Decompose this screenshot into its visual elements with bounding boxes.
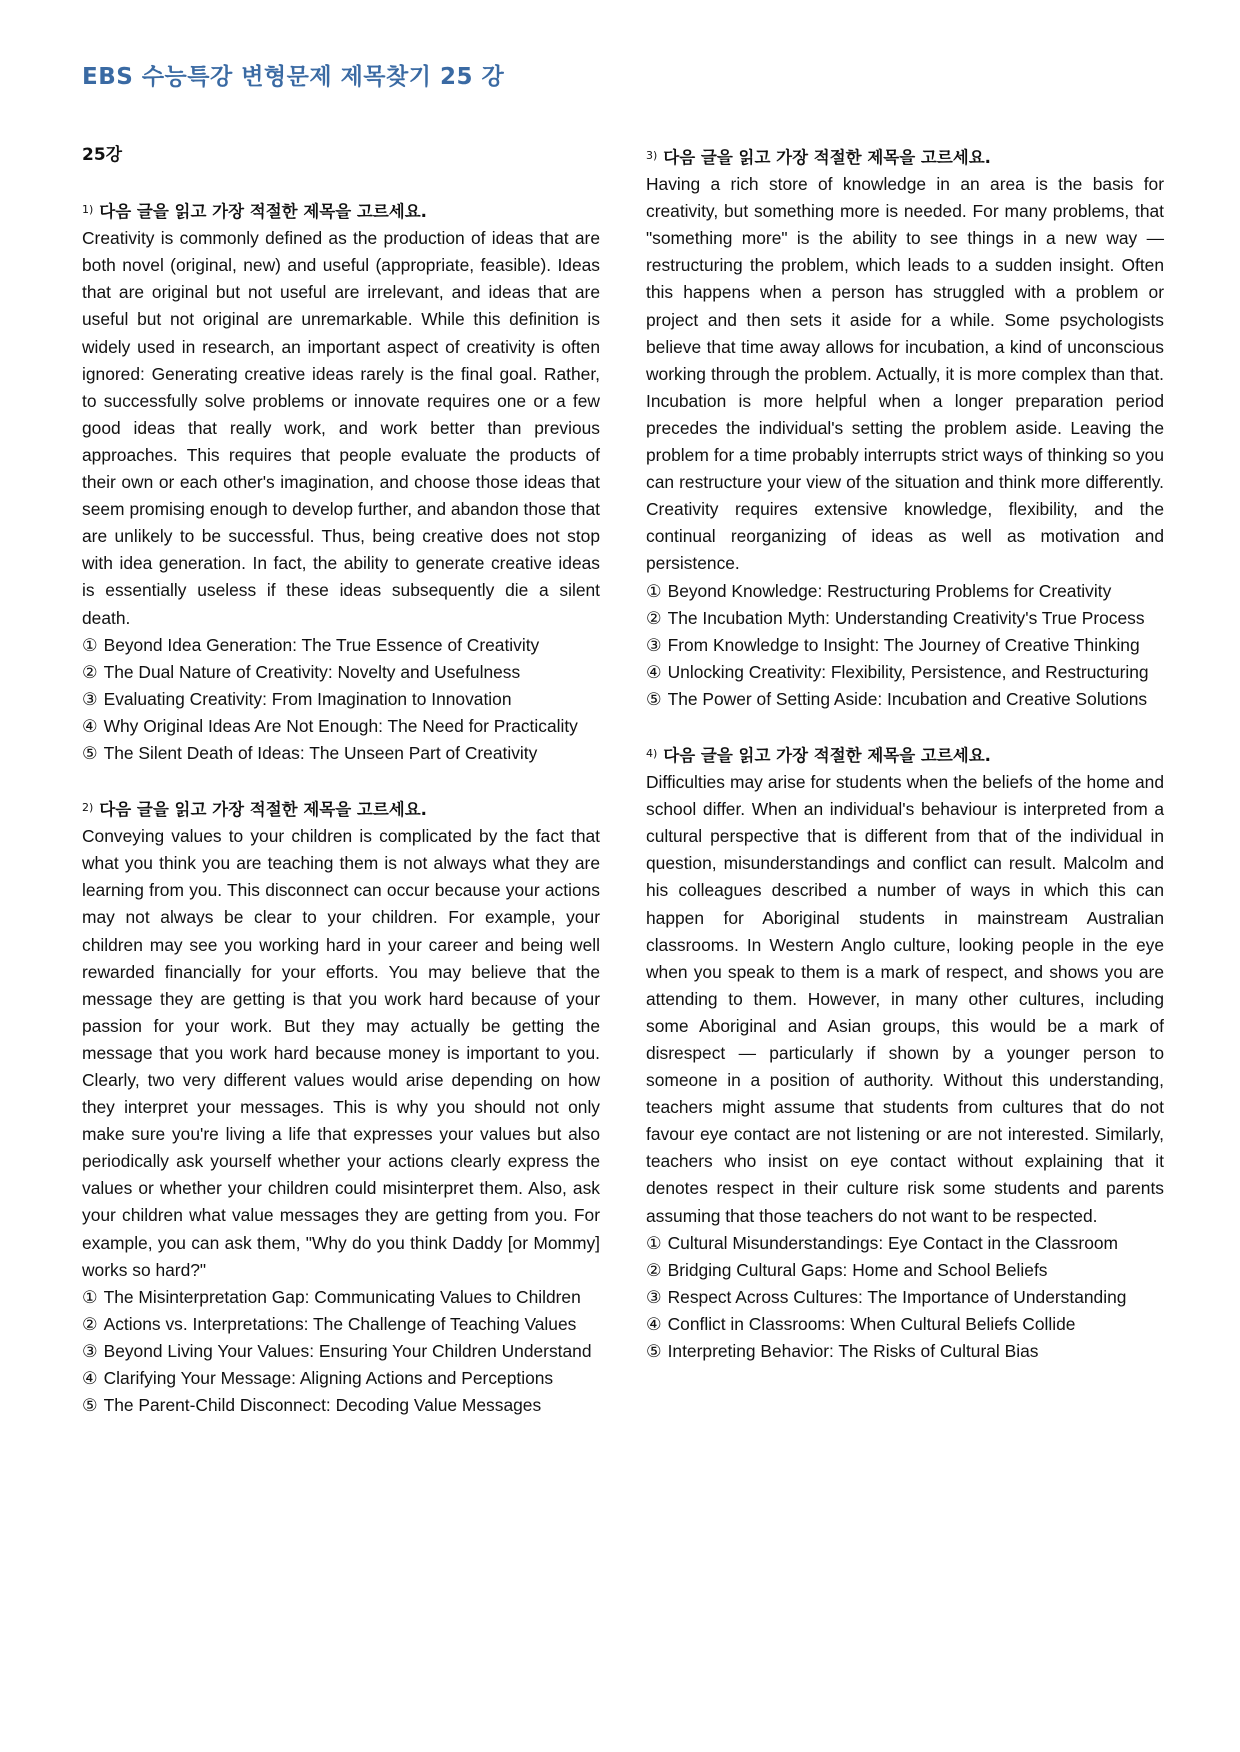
option-text: Beyond Knowledge: Restructuring Problems for Creativity bbox=[667, 580, 1112, 601]
option-number: ① bbox=[82, 634, 98, 655]
answer-option-2[interactable] bbox=[646, 1257, 1164, 1284]
option-text: Clarifying Your Message: Aligning Actions and Perceptions bbox=[103, 1368, 554, 1389]
option-number: ④ bbox=[646, 1313, 662, 1334]
option-text: Bridging Cultural Gaps: Home and School Beliefs bbox=[667, 1259, 1048, 1280]
option-number: ② bbox=[82, 1313, 98, 1334]
option-number: ② bbox=[82, 661, 98, 682]
question-prompt: 다음 글을 읽고 가장 적절한 제목을 고르세요. bbox=[99, 202, 427, 222]
answer-option-3[interactable] bbox=[82, 1338, 600, 1365]
option-text: Interpreting Behavior: The Risks of Cultural Bias bbox=[667, 1341, 1039, 1362]
option-number: ① bbox=[646, 580, 662, 601]
option-number: ① bbox=[82, 1286, 98, 1307]
answer-option-1[interactable] bbox=[82, 632, 600, 659]
question-prompt: 다음 글을 읽고 가장 적절한 제목을 고르세요. bbox=[663, 745, 991, 765]
option-text: The Silent Death of Ideas: The Unseen Part of Creativity bbox=[103, 742, 538, 763]
option-number: ① bbox=[646, 1232, 662, 1253]
answer-option-3[interactable] bbox=[646, 1284, 1164, 1311]
option-number: ⑤ bbox=[82, 742, 98, 763]
option-number: ④ bbox=[82, 715, 98, 736]
question-3 bbox=[646, 142, 1164, 713]
left-column bbox=[82, 142, 600, 1446]
answer-option-4[interactable] bbox=[646, 659, 1164, 686]
question-passage: Difficulties may arise for students when the beliefs of the home and school differ. When an individual's behaviour is interpreted from a cultural perspective that is different from that of the individual in question, misunderstandings and conflict can result. Malcolm and his colleagues described a number of ways in which this can happen for Aboriginal students in mainstream Australian classrooms. In Western Anglo culture, looking people in the eye when you speak to them is a mark of respect, and shows you are attending to them. However, in many other cultures, including some Aboriginal and Asian groups, this would be a mark of disrespect — particularly if shown by a younger person to someone in a position of authority. Without this understanding, teachers might assume that students from cultures that do not favour eye contact are not listening or are not interested. Similarly, teachers who insist on eye contact without explaining that it denotes respect in their culture risk some students and parents assuming that those teachers do not want to be respected. bbox=[646, 772, 1164, 1226]
question-prompt: 다음 글을 읽고 가장 적절한 제목을 고르세요. bbox=[99, 800, 427, 820]
answer-option-1[interactable] bbox=[646, 578, 1164, 605]
question-4 bbox=[646, 740, 1164, 1365]
question-1 bbox=[82, 196, 600, 767]
answer-option-5[interactable] bbox=[82, 1392, 600, 1419]
option-text: Why Original Ideas Are Not Enough: The Need for Practicality bbox=[103, 715, 578, 736]
option-number: ⑤ bbox=[82, 1395, 98, 1416]
answer-options bbox=[646, 578, 1164, 713]
page-header-title: EBS 수능특강 변형문제 제목찾기 25 강 bbox=[82, 64, 505, 90]
option-number: ⑤ bbox=[646, 688, 662, 709]
answer-option-2[interactable] bbox=[646, 605, 1164, 632]
lesson-label: 25강 bbox=[82, 145, 123, 165]
option-number: ④ bbox=[646, 661, 662, 682]
option-number: ⑤ bbox=[646, 1341, 662, 1362]
option-text: Beyond Living Your Values: Ensuring Your Children Understand bbox=[103, 1340, 592, 1361]
option-number: ③ bbox=[82, 688, 98, 709]
answer-option-4[interactable] bbox=[646, 1311, 1164, 1338]
question-heading bbox=[82, 196, 600, 225]
option-text: The Dual Nature of Creativity: Novelty and Usefulness bbox=[103, 661, 521, 682]
answer-option-5[interactable] bbox=[646, 1338, 1164, 1365]
answer-option-3[interactable] bbox=[646, 632, 1164, 659]
option-number: ② bbox=[646, 1259, 662, 1280]
answer-option-2[interactable] bbox=[82, 1311, 600, 1338]
answer-options bbox=[646, 1230, 1164, 1365]
option-number: ④ bbox=[82, 1368, 98, 1389]
option-text: From Knowledge to Insight: The Journey of Creative Thinking bbox=[667, 634, 1140, 655]
option-number: ③ bbox=[646, 634, 662, 655]
question-2 bbox=[82, 794, 600, 1419]
answer-option-5[interactable] bbox=[82, 740, 600, 767]
answer-option-4[interactable] bbox=[82, 1365, 600, 1392]
answer-option-1[interactable] bbox=[646, 1230, 1164, 1257]
question-passage: Conveying values to your children is complicated by the fact that what you think you are teaching them is not always what they are learning from you. This disconnect can occur because your actions may not always be clear to your children. For example, your children may see you working hard in your career and being well rewarded financially for your efforts. You may believe that the message they are getting is that you work hard because of your passion for your work. But they may actually be getting the message that you work hard because money is important to you. Clearly, two very different values would arise depending on how they interpret your messages. This is why you should not only make sure you're living a life that expresses your values but also periodically ask yourself whether your actions clearly express the values or whether your children could misinterpret them. Also, ask your children what value messages they are getting from you. For example, you can ask them, "Why do you think Daddy [or Mommy] works so hard?" bbox=[82, 826, 600, 1280]
option-text: Cultural Misunderstandings: Eye Contact in the Classroom bbox=[667, 1232, 1119, 1253]
option-text: The Parent-Child Disconnect: Decoding Value Messages bbox=[103, 1395, 542, 1416]
option-number: ② bbox=[646, 607, 662, 628]
answer-option-2[interactable] bbox=[82, 659, 600, 686]
answer-option-4[interactable] bbox=[82, 713, 600, 740]
option-text: Respect Across Cultures: The Importance of Understanding bbox=[667, 1286, 1127, 1307]
question-number: 3) bbox=[646, 149, 658, 162]
option-text: Beyond Idea Generation: The True Essence of Creativity bbox=[103, 634, 540, 655]
question-heading bbox=[82, 794, 600, 823]
question-number: 1) bbox=[82, 203, 94, 217]
option-text: The Incubation Myth: Understanding Creativity's True Process bbox=[667, 607, 1145, 628]
option-number: ③ bbox=[82, 1340, 98, 1361]
option-text: The Misinterpretation Gap: Communicating Values to Children bbox=[103, 1286, 581, 1307]
option-text: Unlocking Creativity: Flexibility, Persistence, and Restructuring bbox=[667, 661, 1149, 682]
question-passage: Having a rich store of knowledge in an area is the basis for creativity, but something more is needed. For many problems, that "something more" is the ability to see things in a new way — restructuring the problem, which leads to a sudden insight. Often this happens when a person has struggled with a problem or project and then sets it aside for a while. Some psychologists believe that time away allows for incubation, a kind of unconscious working through the problem. Actually, it is more complex than that. Incubation is more helpful when a longer preparation period precedes the individual's setting the problem aside. Leaving the problem for a time probably interrupts strict ways of thinking so you can restructure your view of the situation and think more differently. Creativity requires extensive knowledge, flexibility, and the continual reorganizing of ideas as well as motivation and persistence. bbox=[646, 174, 1164, 574]
question-heading bbox=[646, 142, 1164, 171]
question-passage: Creativity is commonly defined as the production of ideas that are both novel (original, new) and useful (appropriate, feasible). Ideas that are original but not useful are irrelevant, and ideas that are useful but not original are unremarkable. While this definition is widely used in research, an important aspect of creativity is often ignored: Generating creative ideas rarely is the final goal. Rather, to successfully solve problems or innovate requires one or a few good ideas that really work, and work better than previous approaches. This requires that people evaluate the products of their own or each other's imagination, and choose those ideas that seem promising enough to develop further, and abandon those that are unlikely to be successful. Thus, being creative does not stop with idea generation. In fact, the ability to generate creative ideas is essentially useless if these ideas subsequently die a silent death. bbox=[82, 228, 600, 628]
right-column bbox=[646, 142, 1164, 1392]
answer-option-1[interactable] bbox=[82, 1284, 600, 1311]
option-text: Conflict in Classrooms: When Cultural Beliefs Collide bbox=[667, 1313, 1076, 1334]
answer-option-5[interactable] bbox=[646, 686, 1164, 713]
question-prompt: 다음 글을 읽고 가장 적절한 제목을 고르세요. bbox=[663, 148, 991, 167]
option-text: The Power of Setting Aside: Incubation and Creative Solutions bbox=[667, 688, 1148, 709]
question-number: 4) bbox=[646, 746, 658, 760]
answer-options bbox=[82, 632, 600, 767]
option-number: ③ bbox=[646, 1286, 662, 1307]
option-text: Evaluating Creativity: From Imagination to Innovation bbox=[103, 688, 512, 709]
answer-options bbox=[82, 1284, 600, 1419]
option-text: Actions vs. Interpretations: The Challenge of Teaching Values bbox=[103, 1313, 577, 1334]
answer-option-3[interactable] bbox=[82, 686, 600, 713]
question-heading bbox=[646, 740, 1164, 769]
question-number: 2) bbox=[82, 801, 94, 815]
